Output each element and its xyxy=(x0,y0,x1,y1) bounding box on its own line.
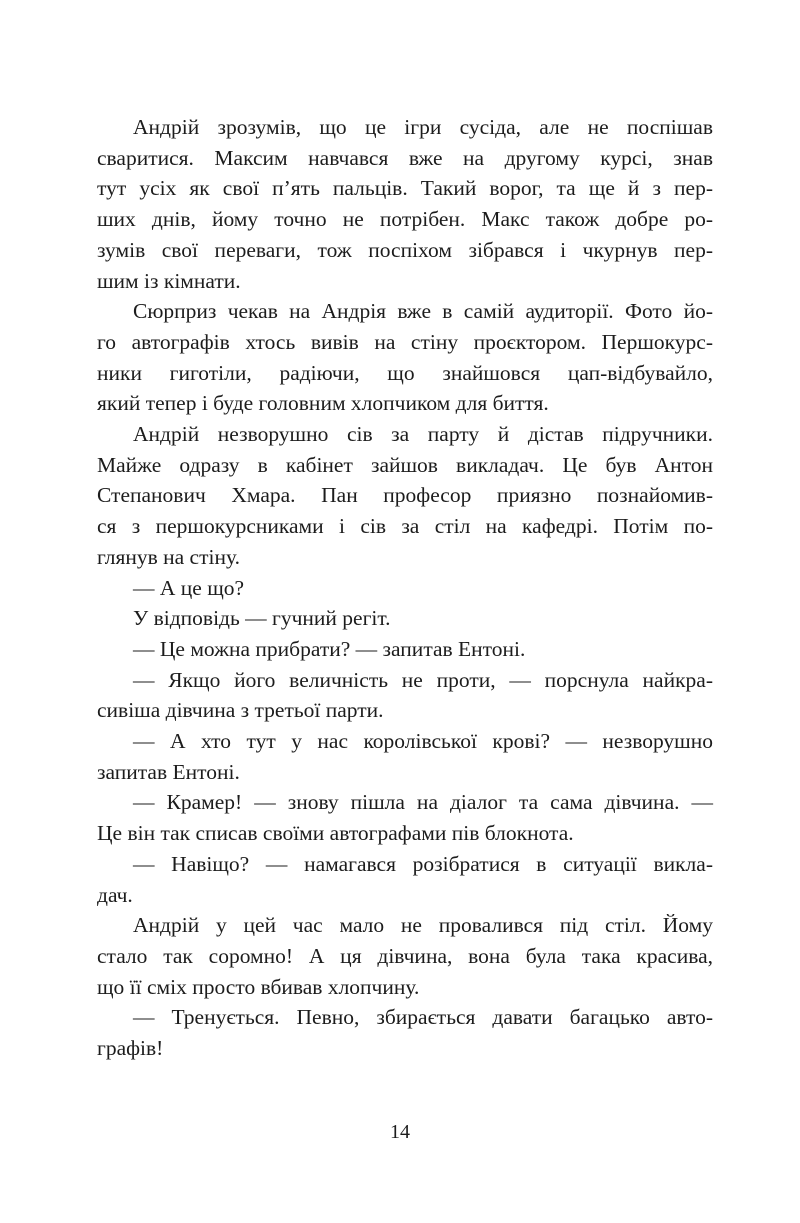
text-line: Степанович Хмара. Пан професор приязно познайомив- xyxy=(97,483,713,508)
paragraph xyxy=(97,726,713,787)
text-line: графів! xyxy=(97,1036,164,1061)
text-line: сивіша дівчина з третьої парти. xyxy=(97,698,384,723)
text-line: — Якщо його величність не проти, — порснула найкра- xyxy=(133,667,713,692)
paragraph xyxy=(97,296,713,419)
paragraph xyxy=(97,419,713,573)
text-line: Андрій незворушно сів за парту й дістав підручники. xyxy=(133,422,713,447)
paragraph xyxy=(97,787,713,848)
paragraph xyxy=(97,603,713,634)
paragraph xyxy=(97,573,713,604)
text-line: Майже одразу в кабінет зайшов викладач. Це був Антон xyxy=(97,452,713,477)
text-line: який тепер і буде головним хлопчиком для биття. xyxy=(97,391,549,416)
text-line: Андрій у цей час мало не провалився під стіл. Йому xyxy=(133,913,713,938)
page-text xyxy=(97,112,713,1064)
text-line: зумів свої переваги, тож поспіхом зібрався і чкурнув пер- xyxy=(97,237,713,262)
text-line: ся з першокурсниками і сів за стіл на кафедрі. Потім по- xyxy=(97,514,713,539)
text-line: тут усіх як свої п’ять пальців. Такий ворог, та ще й з пер- xyxy=(97,176,713,201)
text-line: ники гиготіли, радіючи, що знайшовся цап-відбувайло, xyxy=(97,360,713,385)
text-line: Це він так списав своїми автографами пів блокнота. xyxy=(97,821,574,846)
page-number: 14 xyxy=(390,1121,410,1143)
text-line: У відповідь — гучний регіт. xyxy=(133,606,391,631)
paragraph xyxy=(97,112,713,296)
text-line: шим із кімнати. xyxy=(97,268,241,293)
text-line: — Крамер! — знову пішла на діалог та сама дівчина. — xyxy=(133,790,713,815)
text-line: запитав Ентоні. xyxy=(97,759,240,784)
text-line: — Це можна прибрати? — запитав Ентоні. xyxy=(133,636,526,661)
text-line: дач. xyxy=(97,882,133,907)
paragraph xyxy=(97,910,713,1002)
paragraph xyxy=(97,665,713,726)
text-line: Сюрприз чекав на Андрія вже в самій аудиторії. Фото йо- xyxy=(133,299,713,324)
text-line: ших днів, йому точно не потрібен. Макс також добре ро- xyxy=(97,207,713,232)
paragraph xyxy=(97,634,713,665)
text-line: — Навіщо? — намагався розібратися в ситуації викла- xyxy=(133,851,713,876)
text-line: — А хто тут у нас королівської крові? — незворушно xyxy=(133,729,713,754)
text-line: — А це що? xyxy=(133,575,245,600)
paragraph xyxy=(97,1002,713,1063)
text-line: стало так соромно! А ця дівчина, вона була така красива, xyxy=(97,943,713,968)
paragraph xyxy=(97,849,713,910)
text-line: що її сміх просто вбивав хлопчину. xyxy=(97,974,420,999)
text-line: го автографів хтось вивів на стіну проєктором. Першокурс- xyxy=(97,329,713,354)
text-line: глянув на стіну. xyxy=(97,544,240,569)
text-line: — Тренується. Певно, збирається давати багацько авто- xyxy=(133,1005,713,1030)
text-line: Андрій зрозумів, що це ігри сусіда, але не поспішав xyxy=(133,115,713,139)
text-line: сваритися. Максим навчався вже на другому курсі, знав xyxy=(97,145,713,170)
